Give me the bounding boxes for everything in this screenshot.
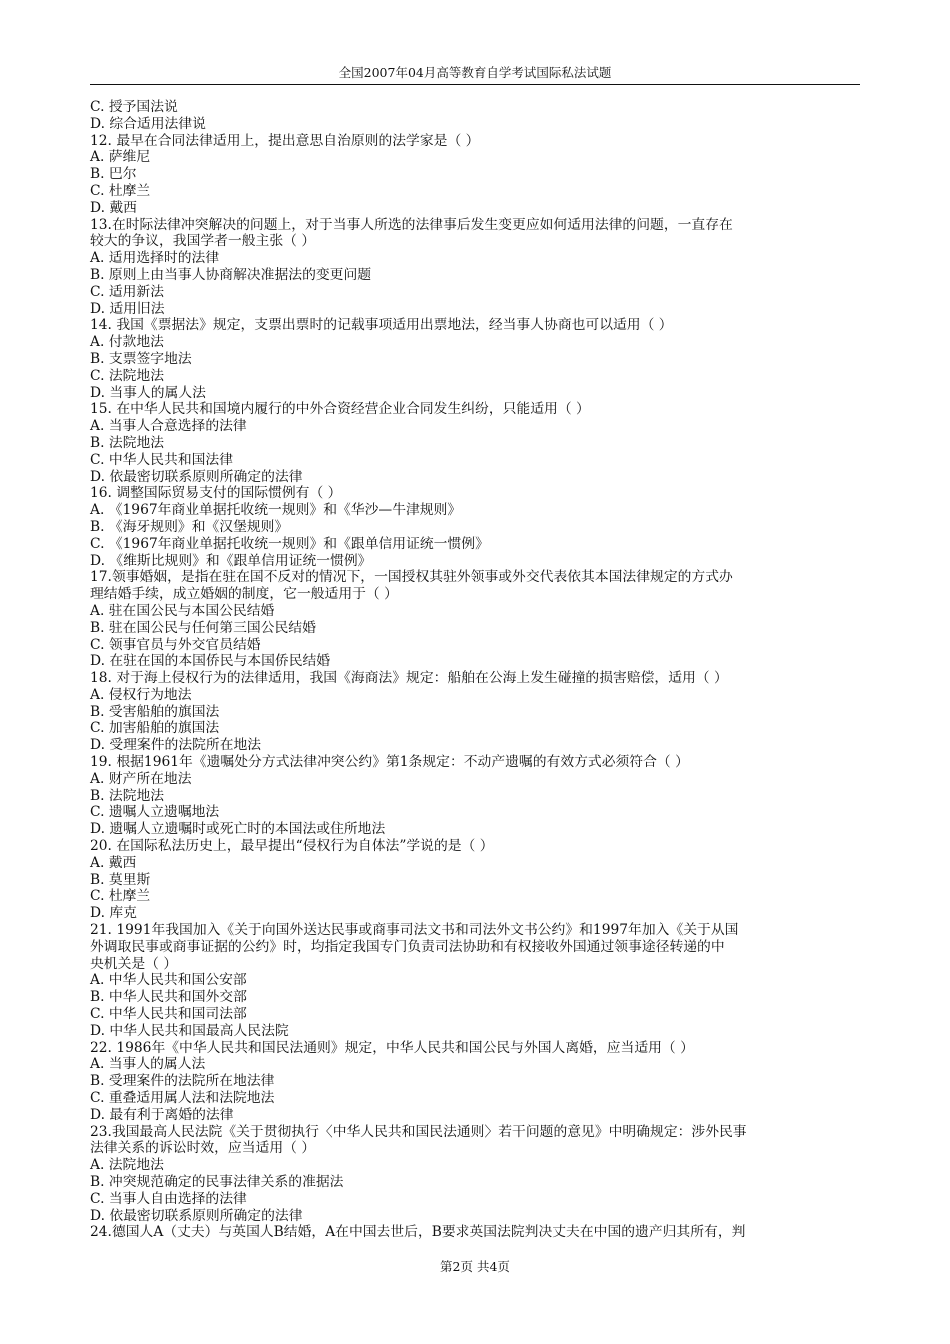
- text-line: A. 当事人的属人法: [90, 1056, 206, 1073]
- text-line: D. 戴西: [90, 199, 137, 216]
- text-line: C. 杜摩兰: [90, 182, 151, 199]
- text-line: D. 适用旧法: [90, 300, 165, 317]
- text-line: B. 法院地法: [90, 787, 165, 804]
- text-line: D. 在驻在国的本国侨民与本国侨民结婚: [90, 653, 331, 670]
- text-line: D. 中华人民共和国最高人民法院: [90, 1022, 289, 1039]
- text-line: A. 法院地法: [90, 1157, 164, 1174]
- text-line: B. 法院地法: [90, 434, 165, 451]
- text-line: B. 冲突规范确定的民事法律关系的准据法: [90, 1174, 344, 1190]
- text-line: 24.德国人A（丈夫）与英国人B结婚，A在中国去世后，B要求英国法院判决丈夫在中国的遗产归其所有，判: [90, 1224, 746, 1241]
- text-line: 法律关系的诉讼时效，应当适用（ ）: [90, 1140, 316, 1157]
- text-line: B. 受害船舶的旗国法: [90, 703, 220, 720]
- text-line: D. 遗嘱人立遗嘱时或死亡时的本国法或住所地法: [90, 821, 386, 838]
- text-line: B. 支票签字地法: [90, 350, 192, 367]
- text-line: D. 《维斯比规则》和《跟单信用证统一惯例》: [90, 552, 372, 569]
- text-line: B. 《海牙规则》和《汉堡规则》: [90, 518, 289, 535]
- text-line: B. 原则上由当事人协商解决准据法的变更问题: [90, 266, 372, 283]
- text-line: A. 戴西: [90, 854, 137, 871]
- text-line: B. 受理案件的法院所在地法律: [90, 1073, 275, 1090]
- text-line: D. 依最密切联系原则所确定的法律: [90, 1207, 303, 1224]
- document-body: [90, 99, 860, 1241]
- text-line: 21. 1991年我国加入《关于向国外送达民事或商事司法文书和司法外文书公约》和1997年加入《关于从国: [90, 922, 739, 939]
- page-header-title: 全国2007年04月高等教育自学考试国际私法试题: [338, 65, 612, 80]
- text-line: 较大的争议，我国学者一般主张（ ）: [90, 233, 316, 250]
- text-line: 16. 调整国际贸易支付的国际惯例有（ ）: [90, 485, 342, 502]
- text-line: A. 侵权行为地法: [90, 686, 192, 703]
- text-line: A. 财产所在地法: [90, 770, 192, 787]
- page-footer-number: 第2页 共4页: [440, 1259, 510, 1274]
- text-line: D. 最有利于离婚的法律: [90, 1106, 234, 1123]
- text-line: C. 授予国法说: [90, 99, 178, 115]
- text-line: 理结婚手续，成立婚姻的制度，它一般适用于（ ）: [90, 586, 398, 603]
- text-line: D. 依最密切联系原则所确定的法律: [90, 468, 303, 485]
- text-line: 12. 最早在合同法律适用上，提出意思自治原则的法学家是（ ）: [90, 132, 480, 149]
- text-line: D. 综合适用法律说: [90, 115, 206, 132]
- text-line: C. 《1967年商业单据托收统一规则》和《跟单信用证统一惯例》: [90, 535, 489, 552]
- text-line: D. 库克: [90, 905, 137, 922]
- text-line: 央机关是（ ）: [90, 955, 178, 972]
- text-line: 17.领事婚姻，是指在驻在国不反对的情况下，一国授权其驻外领事或外交代表依其本国法律规定的方式办: [90, 569, 733, 586]
- text-line: A. 适用选择时的法律: [90, 250, 220, 267]
- text-line: 15. 在中华人民共和国境内履行的中外合资经营企业合同发生纠纷，只能适用（ ）: [90, 401, 590, 418]
- text-line: A. 《1967年商业单据托收统一规则》和《华沙—牛津规则》: [90, 502, 462, 519]
- text-line: A. 当事人合意选择的法律: [90, 418, 247, 435]
- text-line: 14. 我国《票据法》规定，支票出票时的记载事项适用出票地法，经当事人协商也可以适用（ ）: [90, 317, 673, 334]
- text-line: 18. 对于海上侵权行为的法律适用，我国《海商法》规定：船舶在公海上发生碰撞的损害赔偿，适用（ ）: [90, 670, 728, 687]
- text-line: 13.在时际法律冲突解决的问题上，对于当事人所选的法律事后发生变更应如何适用法律的问题，一直存在: [90, 216, 733, 233]
- text-line: C. 重叠适用属人法和法院地法: [90, 1090, 275, 1107]
- text-line: A. 付款地法: [90, 334, 164, 351]
- text-line: 20. 在国际私法历史上，最早提出“侵权行为自体法”学说的是（ ）: [90, 838, 494, 855]
- text-line: 外调取民事或商事证据的公约》时，均指定我国专门负责司法协助和有权接收外国通过领事途径转递的中: [90, 938, 725, 955]
- text-line: C. 适用新法: [90, 283, 165, 300]
- text-line: C. 法院地法: [90, 367, 165, 384]
- text-line: C. 杜摩兰: [90, 888, 151, 905]
- header-divider: [90, 84, 860, 85]
- text-line: C. 中华人民共和国司法部: [90, 1006, 247, 1023]
- text-line: C. 加害船舶的旗国法: [90, 720, 220, 737]
- text-line: A. 中华人民共和国公安部: [90, 972, 247, 989]
- text-line: C. 领事官员与外交官员结婚: [90, 636, 261, 653]
- text-line: A. 萨维尼: [90, 149, 151, 166]
- text-line: B. 莫里斯: [90, 871, 151, 888]
- text-line: D. 当事人的属人法: [90, 384, 206, 401]
- text-line: A. 驻在国公民与本国公民结婚: [90, 602, 275, 619]
- text-line: D. 受理案件的法院所在地法: [90, 737, 262, 754]
- text-line: C. 中华人民共和国法律: [90, 451, 234, 468]
- text-line: 22. 1986年《中华人民共和国民法通则》规定，中华人民共和国公民与外国人离婚，应当适用（ ）: [90, 1039, 694, 1056]
- text-line: B. 驻在国公民与任何第三国公民结婚: [90, 619, 316, 636]
- text-line: B. 巴尔: [90, 166, 137, 183]
- text-line: 23.我国最高人民法院《关于贯彻执行〈中华人民共和国民法通则〉若干问题的意见》中明确规定：涉外民事: [90, 1123, 747, 1140]
- text-line: 19. 根据1961年《遗嘱处分方式法律冲突公约》第1条规定：不动产遗嘱的有效方式必须符合（ ）: [90, 754, 689, 771]
- text-line: B. 中华人民共和国外交部: [90, 989, 247, 1006]
- text-line: C. 当事人自由选择的法律: [90, 1190, 247, 1207]
- text-line: C. 遗嘱人立遗嘱地法: [90, 804, 220, 821]
